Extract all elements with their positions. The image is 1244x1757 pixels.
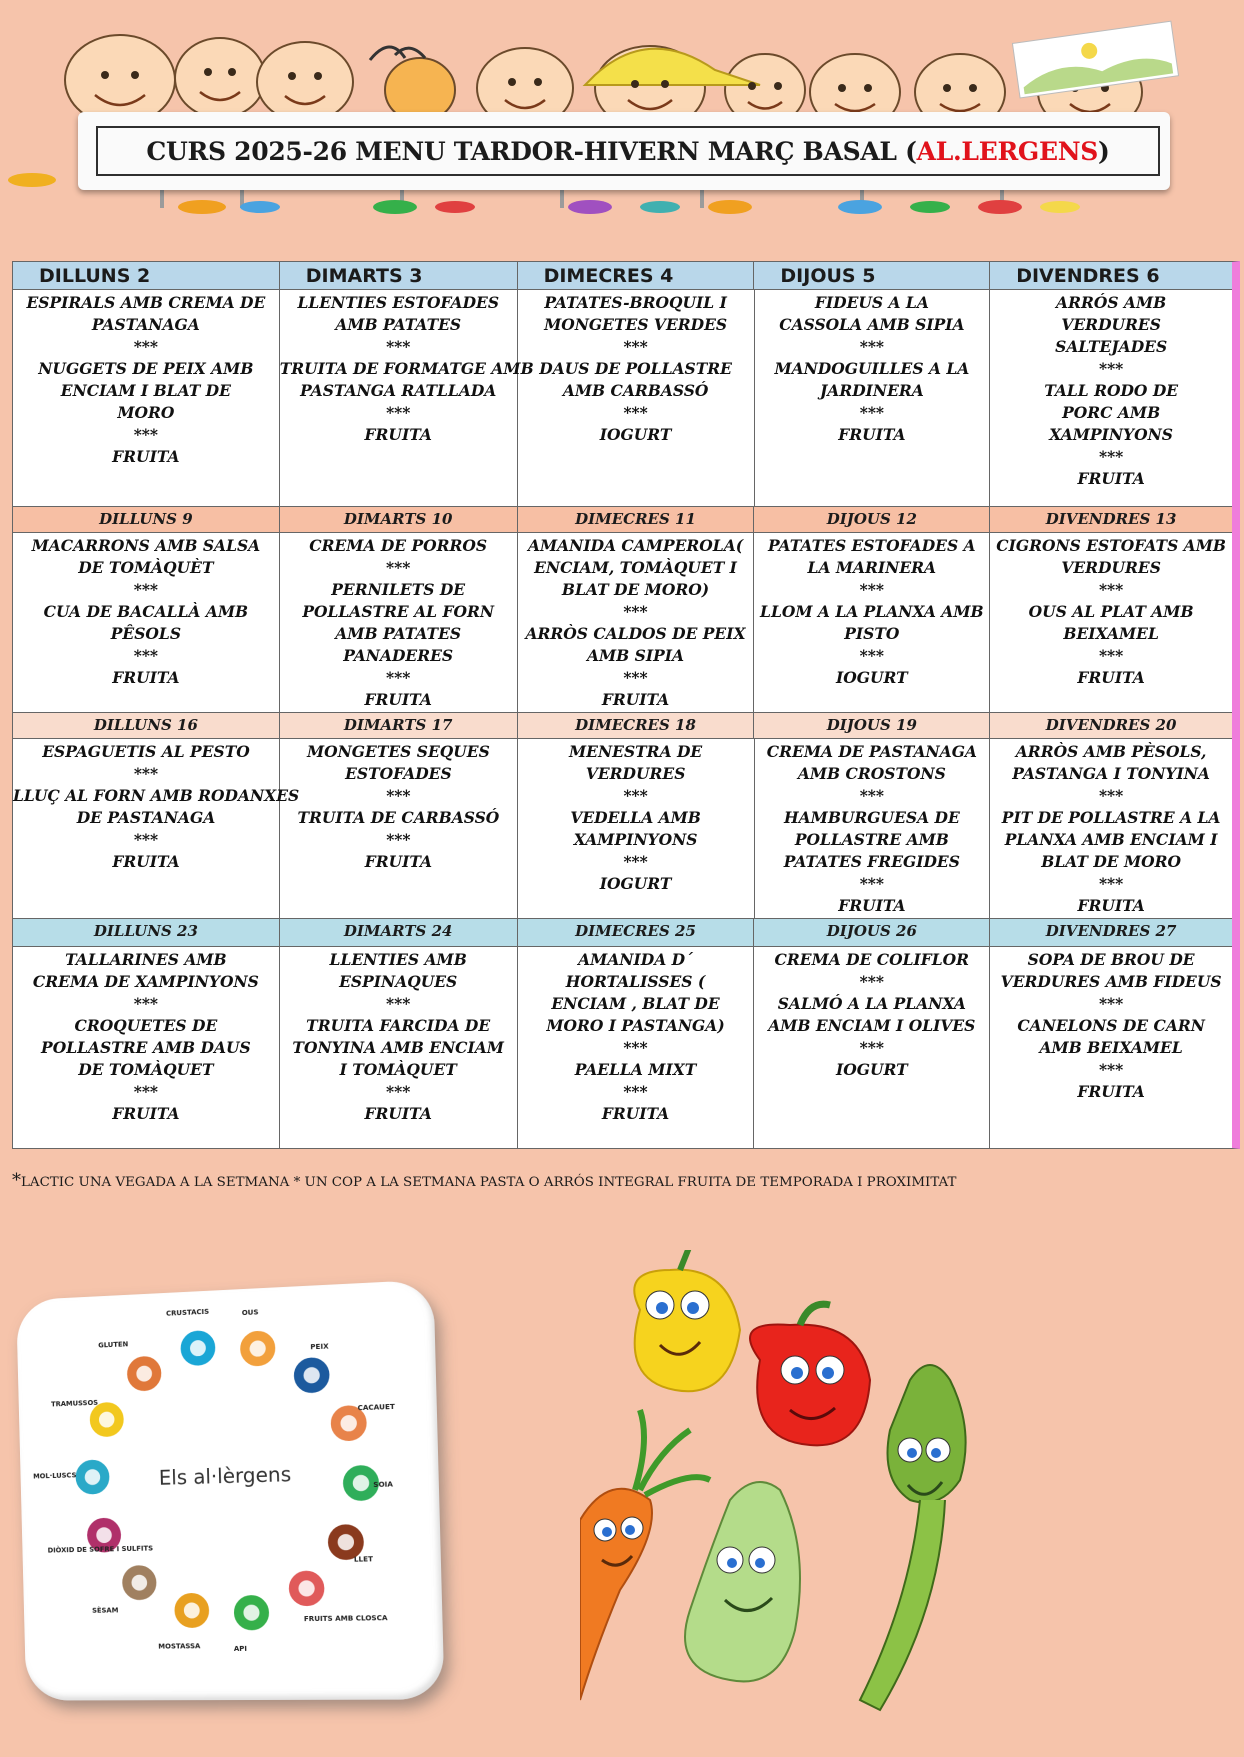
dish-line: DE TOMÀQUET: [78, 1060, 214, 1079]
course-separator: ***: [859, 1038, 884, 1057]
dish-line: PATATES FREGIDES: [783, 852, 960, 871]
course-separator: ***: [623, 1038, 648, 1057]
day-header: DIJOUS 12: [754, 507, 990, 532]
day-menu-cell: [518, 533, 755, 712]
dish-line: FRUITA: [112, 852, 180, 871]
cartoon-vegetables-illustration: [580, 1250, 1050, 1750]
dish-line: PATATES ESTOFADES A: [768, 536, 976, 555]
day-menu-cell: [13, 947, 280, 1148]
course-separator: ***: [859, 874, 885, 893]
day-menu-cell: [990, 947, 1232, 1148]
day-menu-cell: [13, 290, 280, 506]
dish-line: LA MARINERA: [807, 558, 937, 577]
dish-line: IOGURT: [835, 1060, 908, 1079]
course-separator: ***: [386, 558, 411, 577]
dish-line: DAUS DE POLLASTRE: [539, 359, 732, 378]
dish-line: FRUITA: [1077, 668, 1145, 687]
week-header-row: [13, 262, 1232, 290]
day-menu-cell: [518, 739, 755, 918]
course-separator: ***: [386, 668, 411, 687]
course-separator: ***: [133, 764, 159, 783]
dish-line: ARRÒS CALDOS DE PEIX: [525, 624, 746, 643]
allergen-label: CRUSTACIS: [165, 1307, 210, 1318]
day-header: DIJOUS 26: [754, 919, 990, 946]
allergens-title: Els al·lèrgens: [158, 1462, 292, 1490]
dish-line: ENCIAM, TOMÀQUET I: [534, 558, 737, 577]
dish-line: PIT DE POLLASTRE A LA: [1001, 808, 1221, 827]
dish-line: FIDEUS A LA: [814, 293, 929, 312]
allergen-label: GLUTEN: [98, 1340, 129, 1350]
allergen-label: API: [233, 1645, 248, 1654]
week-menu-row: [13, 947, 1232, 1148]
dish-line: VEDELLA AMB: [570, 808, 701, 827]
dish-line: TALL RODO DE: [1044, 381, 1179, 400]
day-header: DIMARTS 3: [280, 262, 518, 289]
zucchini-icon: [685, 1482, 800, 1681]
dish-line: ENCIAM I BLAT DE: [60, 381, 231, 400]
course-separator: ***: [133, 1082, 159, 1101]
course-separator: ***: [133, 646, 159, 665]
day-menu-cell: [754, 533, 990, 712]
day-header: DIMARTS 17: [280, 713, 518, 738]
dish-line: POLLASTRE AMB DAUS: [41, 1038, 251, 1057]
course-separator: ***: [386, 337, 411, 356]
dish-line: IOGURT: [599, 425, 672, 444]
dish-line: TALLARINES AMB: [65, 950, 227, 969]
dish-line: ESPIRALS AMB CREMA DE: [26, 293, 266, 312]
title-frame: [96, 126, 1160, 176]
dish-line: ESPINAQUES: [339, 972, 458, 991]
dish-line: I TOMÀQUET: [339, 1060, 457, 1079]
week-2: [13, 507, 1232, 713]
allergen-label: MOL·LUSCS: [33, 1471, 77, 1481]
dish-line: FRUITA: [601, 1104, 670, 1123]
dish-line: AMB PATATES: [335, 315, 462, 334]
day-menu-cell: [755, 290, 991, 506]
course-separator: ***: [1098, 447, 1124, 466]
dish-line: LLENTIES ESTOFADES: [297, 293, 500, 312]
dish-line: PASTANAGA: [91, 315, 200, 334]
dish-line: ARRÒS AMB PÈSOLS,: [1015, 742, 1207, 761]
day-header: DIMARTS 24: [280, 919, 518, 946]
allergen-label: LLET: [353, 1555, 374, 1564]
course-separator: ***: [623, 1082, 648, 1101]
day-header: DIMECRES 11: [518, 507, 755, 532]
allergens-wheel: [16, 1279, 444, 1700]
dish-line: FRUITA: [1077, 1082, 1145, 1101]
course-separator: ***: [386, 994, 411, 1013]
dish-line: BLAT DE MORO: [1041, 852, 1182, 871]
dish-line: TRUITA DE CARBASSÓ: [297, 808, 500, 827]
dish-line: PLANXA AMB ENCIAM I: [1004, 830, 1218, 849]
day-menu-cell: [755, 739, 991, 918]
course-separator: ***: [386, 403, 411, 422]
dish-line: CROQUETES DE: [74, 1016, 218, 1035]
dish-line: CREMA DE COLIFLOR: [774, 950, 970, 969]
pepper-yellow-icon: [634, 1250, 740, 1391]
day-menu-cell: [990, 533, 1232, 712]
day-menu-cell: [13, 739, 300, 918]
footnote-star: *: [12, 1170, 21, 1191]
course-separator: ***: [859, 337, 885, 356]
course-separator: ***: [1098, 580, 1124, 599]
dish-line: FRUITA: [838, 425, 906, 444]
dish-line: FRUITA: [601, 690, 670, 709]
dish-line: PASTANGA RATLLADA: [300, 381, 497, 400]
day-menu-cell: [279, 290, 534, 506]
day-header: DIVENDRES 13: [1045, 510, 1177, 528]
course-separator: ***: [1098, 359, 1124, 378]
dish-line: VERDURES AMB FIDEUS: [1000, 972, 1222, 991]
course-separator: ***: [133, 830, 159, 849]
course-separator: ***: [859, 580, 884, 599]
day-header: DILLUNS 23: [13, 919, 280, 946]
allergen-label: MOSTASSA: [158, 1641, 201, 1651]
dish-line: VERDURES: [1061, 558, 1161, 577]
dish-line: IOGURT: [835, 668, 908, 687]
week-menu-row: [13, 533, 1232, 712]
course-separator: ***: [386, 1082, 411, 1101]
dish-line: LLOM A LA PLANXA AMB: [760, 602, 984, 621]
dish-line: MENESTRA DE: [569, 742, 703, 761]
dish-line: CREMA DE PORROS: [309, 536, 488, 555]
allergen-label: CACAUET: [357, 1402, 395, 1413]
dish-line: DE TOMÀQUÈT: [78, 558, 214, 577]
dish-line: PÊSOLS: [110, 624, 182, 643]
day-menu-cell: [280, 533, 518, 712]
day-header: DILLUNS 16: [13, 713, 280, 738]
dish-line: PERNILETS DE: [331, 580, 466, 599]
dish-line: MORO I PASTANGA): [546, 1016, 725, 1035]
dish-line: SALTEJADES: [1055, 337, 1168, 356]
week-3: [13, 713, 1232, 919]
day-header: DIMECRES 25: [518, 919, 755, 946]
dish-line: CIGRONS ESTOFATS AMB: [996, 536, 1226, 555]
dish-line: JARDINERA: [819, 381, 924, 400]
dish-line: VERDURES: [585, 764, 686, 783]
course-separator: ***: [1098, 1060, 1124, 1079]
dish-line: SOPA DE BROU DE: [1027, 950, 1195, 969]
dish-line: IOGURT: [599, 874, 672, 893]
dish-line: CUA DE BACALLÀ AMB: [43, 602, 249, 621]
dish-line: PANADERES: [343, 646, 454, 665]
day-header: DIJOUS 19: [754, 713, 990, 738]
dish-line: PATATES-BROQUIL I: [544, 293, 727, 312]
course-separator: ***: [1098, 994, 1124, 1013]
week-header-row: [13, 713, 1232, 739]
day-menu-cell: [990, 739, 1232, 918]
week-menu-row: [13, 290, 1232, 506]
artichoke-icon: [860, 1365, 966, 1710]
dish-line: PASTANGA I TONYINA: [1012, 764, 1210, 783]
dish-line: AMANIDA D´: [578, 950, 693, 969]
day-header: DILLUNS 9: [13, 507, 280, 532]
dish-line: CANELONS DE CARN: [1017, 1016, 1205, 1035]
course-separator: ***: [859, 972, 884, 991]
dish-line: TONYINA AMB ENCIAM: [292, 1038, 504, 1057]
allergen-label: TRAMUSSOS: [50, 1398, 99, 1409]
dish-line: ENCIAM , BLAT DE: [551, 994, 720, 1013]
day-header: DIMECRES 4: [518, 262, 755, 289]
day-header: DIVENDRES 6: [1016, 265, 1160, 287]
day-header: DIMECRES 18: [518, 713, 755, 738]
dish-line: DE PASTANAGA: [76, 808, 216, 827]
course-separator: ***: [386, 830, 411, 849]
allergen-label: FRUITS AMB CLOSCA: [303, 1613, 388, 1623]
day-header: DILLUNS 2: [13, 262, 280, 289]
dish-line: AMB ENCIAM I OLIVES: [768, 1016, 976, 1035]
dish-line: FRUITA: [364, 690, 432, 709]
title-text: CURS 2025-26 MENU TARDOR-HIVERN MARÇ BASAL (: [146, 136, 917, 166]
dish-line: FRUITA: [112, 1104, 180, 1123]
day-menu-cell: [754, 947, 990, 1148]
dish-line: AMB CARBASSÓ: [562, 381, 709, 400]
day-header: DIVENDRES 20: [1045, 716, 1177, 734]
dish-line: FRUITA: [112, 668, 180, 687]
dish-line: AMANIDA CAMPEROLA(: [527, 536, 744, 555]
dish-line: HAMBURGUESA DE: [783, 808, 960, 827]
dish-line: PAELLA MIXT: [574, 1060, 697, 1079]
footnote: [12, 1170, 1232, 1191]
course-separator: ***: [859, 786, 885, 805]
dish-line: PISTO: [844, 624, 900, 643]
dish-line: FRUITA: [364, 852, 433, 871]
week-header-row: [13, 919, 1232, 947]
dish-line: AMB SIPIA: [586, 646, 685, 665]
dish-line: CREMA DE PASTANAGA: [766, 742, 977, 761]
dish-line: ESPAGUETIS AL PESTO: [42, 742, 250, 761]
dish-line: ESTOFADES: [345, 764, 452, 783]
dish-line: FRUITA: [112, 447, 180, 466]
dish-line: PORC AMB: [1062, 403, 1161, 422]
course-separator: ***: [623, 852, 648, 871]
dish-line: LLUÇ AL FORN AMB RODANXES: [13, 786, 300, 805]
dish-line: TRUITA FARCIDA DE: [306, 1016, 491, 1035]
day-header: DIVENDRES 27: [1045, 922, 1177, 940]
menu-table: [12, 261, 1240, 1149]
dish-line: AMB CROSTONS: [797, 764, 946, 783]
course-separator: ***: [859, 403, 885, 422]
dish-line: FRUITA: [364, 1104, 432, 1123]
dish-line: AMB PATATES: [335, 624, 462, 643]
week-menu-row: [13, 739, 1232, 918]
title-close: ): [1098, 136, 1110, 166]
course-separator: ***: [1098, 646, 1124, 665]
allergen-label: OUS: [241, 1308, 259, 1318]
dish-line: SALMÓ A LA PLANXA: [777, 994, 966, 1013]
week-header-row: [13, 507, 1232, 533]
title-highlight: AL.LERGENS: [916, 136, 1099, 166]
dish-line: VERDURES: [1061, 315, 1161, 334]
dish-line: XAMPINYONS: [1049, 425, 1173, 444]
course-separator: ***: [1098, 874, 1124, 893]
course-separator: ***: [623, 668, 648, 687]
dish-line: POLLASTRE AL FORN: [302, 602, 495, 621]
dish-line: MORO: [117, 403, 175, 422]
dish-line: FRUITA: [364, 425, 432, 444]
course-separator: ***: [133, 337, 159, 356]
course-separator: ***: [133, 580, 159, 599]
dish-line: HORTALISSES (: [565, 972, 706, 991]
dish-line: BEIXAMEL: [1063, 624, 1159, 643]
course-separator: ***: [133, 425, 159, 444]
dish-line: ARRÓS AMB: [1056, 293, 1167, 312]
allergen-label: DIÒXID DE SOFRE I SULFITS: [47, 1544, 154, 1555]
title-banner: [78, 112, 1170, 190]
dish-line: AMB BEIXAMEL: [1039, 1038, 1183, 1057]
dish-line: TRUITA DE FORMATGE AMB: [279, 359, 534, 378]
course-separator: ***: [623, 786, 648, 805]
dish-line: POLLASTRE AMB: [794, 830, 949, 849]
week-4: [13, 919, 1232, 1148]
page-title: [146, 137, 1109, 166]
day-menu-cell: [13, 533, 280, 712]
day-menu-cell: [990, 290, 1232, 506]
dish-line: XAMPINYONS: [573, 830, 698, 849]
dish-line: MONGETES VERDES: [544, 315, 728, 334]
dish-line: FRUITA: [1077, 896, 1145, 915]
allergen-label: PEIX: [310, 1342, 329, 1352]
dish-line: NUGGETS DE PEIX AMB: [38, 359, 254, 378]
day-header: DIMARTS 10: [280, 507, 518, 532]
day-header: DIJOUS 5: [754, 262, 990, 289]
course-separator: ***: [1098, 786, 1124, 805]
course-separator: ***: [386, 786, 411, 805]
day-menu-cell: [518, 290, 755, 506]
course-separator: ***: [623, 337, 648, 356]
course-separator: ***: [623, 403, 648, 422]
dish-line: MACARRONS AMB SALSA: [31, 536, 261, 555]
course-separator: ***: [859, 646, 884, 665]
allergen-label: SOIA: [373, 1479, 394, 1489]
dish-line: BLAT DE MORO): [561, 580, 710, 599]
dish-line: MONGETES SEQUES: [306, 742, 490, 761]
course-separator: ***: [623, 602, 648, 621]
dish-line: FRUITA: [1077, 469, 1145, 488]
allergen-label: SÈSAM: [91, 1606, 119, 1615]
dish-line: MANDOGUILLES A LA: [774, 359, 970, 378]
allergens-card: [16, 1279, 444, 1700]
day-menu-cell: [280, 739, 518, 918]
dish-line: FRUITA: [838, 896, 906, 915]
week-1: [13, 262, 1232, 507]
day-menu-cell: [518, 947, 755, 1148]
course-separator: ***: [133, 994, 159, 1013]
dish-line: OUS AL PLAT AMB: [1028, 602, 1194, 621]
dish-line: LLENTIES AMB: [329, 950, 467, 969]
footnote-text: LACTIC UNA VEGADA A LA SETMANA * UN COP A LA SETMANA PASTA O ARRÓS INTEGRAL FRUITA DE TEMPORADA I PROXIMITAT: [21, 1175, 957, 1190]
dish-line: CREMA DE XAMPINYONS: [32, 972, 259, 991]
dish-line: CASSOLA AMB SIPIA: [779, 315, 965, 334]
pepper-red-icon: [750, 1304, 870, 1445]
day-menu-cell: [280, 947, 518, 1148]
